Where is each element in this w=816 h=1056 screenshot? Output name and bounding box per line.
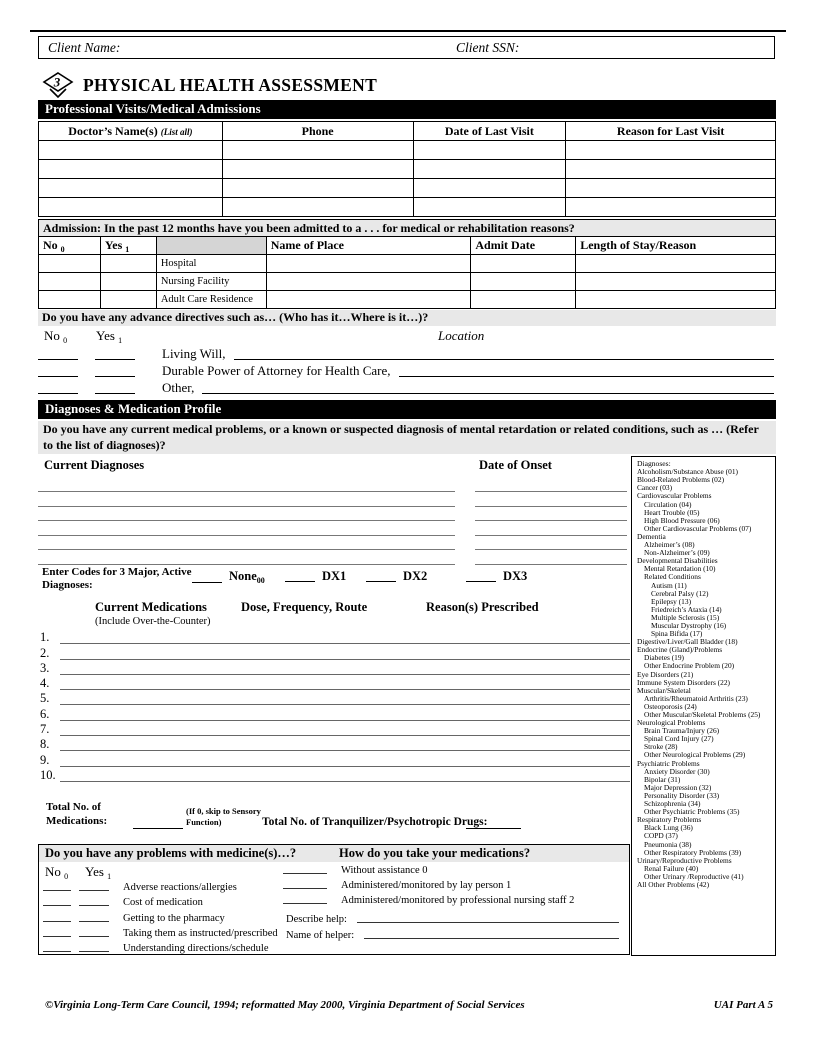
medication-row: [40, 675, 630, 690]
directive-yes-blank[interactable]: [95, 376, 135, 377]
diagnosis-entry-line[interactable]: [38, 549, 455, 550]
admission-table: [38, 236, 776, 309]
problem-label: Adverse reactions/allergies: [123, 882, 237, 894]
medication-entry-line[interactable]: [60, 643, 630, 644]
directive-location-line[interactable]: [234, 359, 774, 360]
total-medications-blank[interactable]: [133, 828, 183, 829]
how-take-column: [279, 864, 629, 941]
problem-label: Taking them as instructed/prescribed: [123, 927, 278, 939]
admission-no-cell[interactable]: [39, 291, 101, 309]
medication-row-number: 3.: [40, 660, 50, 675]
diagnosis-entry-line[interactable]: [38, 491, 455, 492]
medication-row: [40, 660, 630, 675]
diagnosis-code-item: Autism (11): [651, 580, 687, 590]
problem-no-blank[interactable]: [43, 905, 71, 906]
doctor-name-note: (List all): [160, 126, 193, 137]
footer-page-id: UAI Part A 5: [713, 999, 773, 1011]
how-take-question: How do you take your medications?: [339, 846, 531, 860]
problem-yes-blank[interactable]: [79, 905, 109, 906]
doctor-reason-cell[interactable]: [566, 160, 776, 179]
diagnosis-code-item: Other Urinary /Reproductive (41): [644, 871, 744, 881]
how-option-label: Administered/monitored by professional nursing staff 2: [341, 895, 575, 906]
how-option-label: Without assistance 0: [341, 865, 428, 876]
directive-yes-blank[interactable]: [95, 359, 135, 360]
code-group-dx2: [366, 569, 427, 584]
medication-row-number: 2.: [40, 645, 50, 660]
medication-row-number: 8.: [40, 737, 50, 752]
doctor-phone-cell[interactable]: [222, 141, 413, 160]
diagnosis-line-row: [38, 520, 630, 521]
admission-place-cell[interactable]: [266, 255, 471, 273]
helper-name-line[interactable]: [364, 938, 619, 939]
diagnosis-code-item: Other Endocrine Problem (20): [644, 661, 735, 671]
diagnosis-entry-line[interactable]: [38, 506, 455, 507]
diagnosis-code-item: Other Cardiovascular Problems (07): [644, 523, 752, 533]
medication-row: [40, 690, 630, 705]
medication-row-number: 6.: [40, 706, 50, 721]
doctor-phone-cell[interactable]: [222, 179, 413, 198]
admission-place-cell[interactable]: [266, 273, 471, 291]
code-group-dx3: [466, 569, 527, 584]
facility-label: Nursing Facility: [156, 273, 266, 291]
onset-entry-line[interactable]: [475, 564, 627, 565]
date-of-onset-label: Date of Onset: [479, 458, 552, 472]
medicine-problems-box: [38, 844, 630, 955]
code-group-none: [192, 569, 265, 585]
medication-row-number: 10.: [40, 767, 56, 782]
describe-help-label: Describe help:: [286, 914, 347, 925]
diagnosis-code-item: Multiple Sclerosis (15): [651, 612, 720, 622]
yes-code: 1: [125, 244, 130, 254]
medication-row: [40, 721, 630, 736]
diagnosis-code-item: Neurological Problems: [637, 718, 706, 728]
medication-entry-line[interactable]: [60, 720, 630, 721]
dx3-label: DX3: [503, 569, 528, 583]
diagnosis-code-item: Cancer (03): [637, 483, 673, 493]
length-of-stay-header: Length of Stay/Reason: [576, 237, 776, 255]
client-header-box: [38, 36, 775, 59]
diagnosis-code-item: Muscular/Skeletal: [637, 685, 691, 695]
directive-label: Durable Power of Attorney for Health Care,: [162, 363, 391, 378]
medication-row-number: 5.: [40, 691, 50, 706]
doctor-phone-cell[interactable]: [222, 160, 413, 179]
doctor-date-cell[interactable]: [413, 179, 566, 198]
doctor-row: [39, 160, 776, 179]
advance-directives-body: [38, 328, 776, 396]
diagnosis-code-item: Blood-Related Problems (02): [637, 475, 725, 485]
admission-no-cell[interactable]: [39, 273, 101, 291]
diagnosis-code-item: Alcoholism/Substance Abuse (01): [637, 467, 738, 477]
medication-row: [40, 629, 630, 644]
diagnosis-code-item: Heart Trouble (05): [644, 507, 700, 517]
directive-location-line[interactable]: [399, 376, 774, 377]
diagnosis-line-row: [38, 549, 630, 550]
diagnosis-code-item: Epilepsy (13): [651, 596, 692, 606]
current-diagnoses-label: Current Diagnoses: [44, 458, 145, 472]
medication-entry-line[interactable]: [60, 781, 630, 782]
admission-length-cell[interactable]: [576, 273, 776, 291]
problem-no-blank[interactable]: [43, 921, 71, 922]
diagnosis-code-item: Pneumonia (38): [644, 839, 692, 849]
how-option-row: [279, 879, 629, 893]
diagnosis-code-item: Arthritis/Rheumatoid Arthritis (23): [644, 693, 748, 703]
dx1-label: DX1: [322, 569, 347, 583]
diagnosis-code-item: Developmental Disabilities: [637, 556, 718, 566]
page-footer: [45, 999, 773, 1011]
doctor-reason-cell[interactable]: [566, 198, 776, 217]
medication-entry-line[interactable]: [60, 674, 630, 675]
directive-row: [38, 362, 776, 379]
medication-entry-line[interactable]: [60, 704, 630, 705]
diagnosis-code-item: Respiratory Problems: [637, 815, 702, 825]
diagnosis-code-item: Diabetes (19): [644, 653, 685, 663]
problem-no-blank[interactable]: [43, 951, 71, 952]
section-header-professional-visits: Professional Visits/Medical Admissions: [38, 100, 776, 119]
date-of-last-visit-header: Date of Last Visit: [413, 122, 566, 141]
doctor-name-cell[interactable]: [39, 160, 223, 179]
doctors-table: [38, 121, 776, 217]
directives-yes-label: Yes $_1$: [96, 328, 123, 345]
top-rule: [30, 30, 786, 32]
doctor-row: [39, 198, 776, 217]
diagnosis-code-item: Schizophrenia (34): [644, 799, 701, 809]
diagnosis-code-item: Immune System Disorders (22): [637, 677, 730, 687]
problem-yes-blank[interactable]: [79, 890, 109, 891]
diagnosis-code-item: Other Neurological Problems (29): [644, 750, 746, 760]
doctor-row: [39, 179, 776, 198]
doctor-name-cell[interactable]: [39, 141, 223, 160]
diagnosis-code-item: Cerebral Palsy (12): [651, 588, 709, 598]
helper-name-row: [279, 925, 629, 941]
total-tranquilizer-label: Total No. of Tranquilizer/Psychotropic Drugs:: [262, 816, 488, 828]
onset-entry-line[interactable]: [475, 506, 627, 507]
onset-entry-line[interactable]: [475, 535, 627, 536]
name-of-place-header: Name of Place: [266, 237, 471, 255]
total-medications-label: Total No. of Medications:: [46, 801, 108, 827]
diagnosis-code-item: Muscular Dystrophy (16): [651, 620, 727, 630]
problem-no-blank[interactable]: [43, 936, 71, 937]
doctor-date-cell[interactable]: [413, 141, 566, 160]
problem-yes-blank[interactable]: [79, 951, 109, 952]
diagnosis-entry-line[interactable]: [38, 564, 455, 565]
none-code-blank[interactable]: [192, 582, 222, 583]
diagnosis-code-item: Brain Trauma/Injury (26): [644, 726, 720, 736]
diagnosis-entry-line[interactable]: [38, 535, 455, 536]
diagnosis-code-item: Personality Disorder (33): [644, 790, 720, 800]
doctor-name-cell[interactable]: [39, 198, 223, 217]
directives-no-label: No $_0$: [44, 328, 68, 345]
directive-yes-blank[interactable]: [95, 393, 135, 394]
problem-label: Cost of medication: [123, 897, 203, 909]
doctor-name-header: Doctor’s Name(s) (List all): [39, 122, 223, 141]
diagnosis-code-item: Psychiatric Problems: [637, 758, 700, 768]
problems-no-label: No $_0$: [45, 864, 69, 881]
problem-row: [39, 940, 279, 955]
problems-answer-header: [39, 864, 279, 879]
problem-no-blank[interactable]: [43, 890, 71, 891]
medication-row: [40, 751, 630, 766]
diagnosis-entry-line[interactable]: [38, 520, 455, 521]
diagnosis-code-item: Circulation (04): [644, 499, 692, 509]
diagnosis-code-item: Dementia: [637, 531, 666, 541]
phone-header: Phone: [222, 122, 413, 141]
code-group-dx1: [285, 569, 346, 584]
diagnosis-code-item: Urinary/Reproductive Problems: [637, 855, 732, 865]
total-tranquilizer-blank[interactable]: [466, 828, 521, 829]
medication-totals: [38, 798, 630, 840]
diagnoses-question: Do you have any current medical problems, or a known or suspected diagnosis of mental retardation or related conditions, such as … (Refer to the list of diagnoses)?: [38, 421, 776, 454]
admission-yes-cell[interactable]: [100, 255, 156, 273]
diagnosis-code-item: Osteoporosis (24): [644, 701, 697, 711]
admission-length-cell[interactable]: [576, 291, 776, 309]
section-header-diagnoses: Diagnoses & Medication Profile: [38, 400, 776, 419]
reason-for-last-visit-header: Reason for Last Visit: [566, 122, 776, 141]
page-title: PHYSICAL HEALTH ASSESSMENT: [83, 75, 378, 95]
section-3-diamond-icon: [42, 72, 74, 99]
problem-label: Getting to the pharmacy: [123, 912, 225, 924]
location-label: Location: [438, 328, 485, 343]
problem-row: [39, 909, 279, 924]
diagnosis-code-item: Friedreich’s Ataxia (14): [651, 604, 722, 614]
admission-yes-cell[interactable]: [100, 291, 156, 309]
admission-row: [39, 291, 776, 309]
admission-row: [39, 255, 776, 273]
directive-label: Living Will,: [162, 346, 226, 361]
skip-note: (If 0, skip to Sensory Function): [186, 806, 261, 827]
diagnosis-code-item: Black Lung (36): [644, 823, 693, 833]
admission-date-cell[interactable]: [471, 291, 576, 309]
diagnosis-code-item: Bipolar (31): [644, 774, 681, 784]
diagnoses-code-list: [631, 456, 776, 956]
diagnosis-code-item: Related Conditions: [644, 572, 701, 582]
diagnosis-code-item: Stroke (28): [644, 742, 678, 752]
doctor-name-cell[interactable]: [39, 179, 223, 198]
medication-entry-line[interactable]: [60, 689, 630, 690]
doctor-row: [39, 141, 776, 160]
facility-label: Hospital: [156, 255, 266, 273]
diagnosis-code-item: Renal Failure (40): [644, 863, 699, 873]
diagnosis-line-row: [38, 506, 630, 507]
dose-frequency-route-header: Dose, Frequency, Route: [241, 600, 368, 614]
dx3-blank[interactable]: [466, 581, 496, 582]
diagnosis-codes-row: [42, 566, 630, 598]
dx2-blank[interactable]: [366, 581, 396, 582]
admission-place-cell[interactable]: [266, 291, 471, 309]
directive-row: [38, 379, 776, 396]
diagnosis-code-item: Eye Disorders (21): [637, 669, 694, 679]
problem-yes-blank[interactable]: [79, 921, 109, 922]
admission-question: Admission: In the past 12 months have you been admitted to a . . . for medical or rehabilitation reasons?: [38, 219, 776, 236]
client-ssn-label: Client SSN:: [456, 40, 520, 55]
directive-no-blank[interactable]: [38, 376, 78, 377]
directive-no-blank[interactable]: [38, 393, 78, 394]
problem-row: [39, 879, 279, 894]
admission-date-cell[interactable]: [471, 255, 576, 273]
helper-name-label: Name of helper:: [286, 930, 355, 941]
medication-row-number: 1.: [40, 630, 50, 645]
onset-entry-line[interactable]: [475, 520, 627, 521]
how-option-row: [279, 894, 629, 908]
diagnosis-code-item: Cardiovascular Problems: [637, 491, 712, 501]
directive-no-blank[interactable]: [38, 359, 78, 360]
medicine-problems-header: [39, 845, 629, 862]
title-row: [42, 72, 377, 99]
doctor-date-cell[interactable]: [413, 160, 566, 179]
problems-question: Do you have any problems with medicine(s)…?: [45, 846, 297, 860]
admit-date-header: Admit Date: [471, 237, 576, 255]
how-option-blank[interactable]: [283, 888, 327, 889]
describe-help-line[interactable]: [357, 922, 619, 923]
admission-no-header: No $_0$: [39, 237, 101, 255]
diagnosis-code-item: Non-Alzheimer’s (09): [644, 548, 710, 558]
diagnosis-code-item: Major Depression (32): [644, 782, 712, 792]
diagnosis-code-item: Spina Bifida (17): [651, 629, 703, 639]
diagnosis-code-item: Other Respiratory Problems (39): [644, 847, 742, 857]
diagnosis-code-item: COPD (37): [644, 831, 678, 841]
none-label: None$_{00}$: [229, 569, 265, 585]
advance-directives-question: Do you have any advance directives such as… (Who has it…Where is it…)?: [38, 310, 776, 326]
admission-row: [39, 273, 776, 291]
diagnosis-code-item: All Other Problems (42): [637, 879, 710, 889]
svg-text:3: 3: [53, 74, 61, 90]
medication-entry-line[interactable]: [60, 659, 630, 660]
diagnoses-left-column: [38, 456, 630, 956]
medication-row-number: 7.: [40, 722, 50, 737]
diagnosis-code-item: Spinal Cord Injury (27): [644, 734, 714, 744]
problem-row: [39, 894, 279, 909]
diagnosis-code-item: Digestive/Liver/Gall Bladder (18): [637, 637, 738, 647]
problems-yes-label: Yes $_1$: [85, 864, 112, 881]
medication-row: [40, 705, 630, 720]
reasons-prescribed-header: Reason(s) Prescribed: [426, 600, 539, 614]
medication-row-number: 4.: [40, 676, 50, 691]
problem-label: Understanding directions/schedule: [123, 942, 269, 954]
facility-type-header-blank: [156, 237, 266, 255]
dx1-blank[interactable]: [285, 581, 315, 582]
facility-label: Adult Care Residence: [156, 291, 266, 309]
medication-entry-line[interactable]: [60, 735, 630, 736]
onset-entry-line[interactable]: [475, 491, 627, 492]
medication-rows: [40, 629, 630, 782]
client-name-label: Client Name:: [48, 40, 121, 55]
medication-row: [40, 736, 630, 751]
doctors-table-header-row: [39, 122, 776, 141]
admission-no-cell[interactable]: [39, 255, 101, 273]
diagnoses-list-title: Diagnoses:: [637, 459, 671, 468]
footer-copyright: ©Virginia Long-Term Care Council, 1994; reformatted May 2000, Virginia Department of Social Services: [45, 999, 525, 1011]
admission-yes-cell[interactable]: [100, 273, 156, 291]
diagnosis-line-row: [38, 535, 630, 536]
diagnosis-line-row: [38, 491, 630, 492]
dx2-label: DX2: [403, 569, 428, 583]
diagnosis-code-item: Other Muscular/Skeletal Problems (25): [644, 710, 761, 720]
medication-entry-line[interactable]: [60, 766, 630, 767]
admission-date-cell[interactable]: [471, 273, 576, 291]
directives-answer-header: [38, 328, 776, 345]
diagnosis-code-item: Endocrine (Gland)/Problems: [637, 645, 723, 655]
how-option-blank[interactable]: [283, 873, 327, 874]
doctor-date-cell[interactable]: [413, 198, 566, 217]
diagnosis-code-item: High Blood Pressure (06): [644, 515, 720, 525]
how-option-blank[interactable]: [283, 903, 327, 904]
admission-yes-header: Yes $_1$: [100, 237, 156, 255]
doctor-reason-cell[interactable]: [566, 179, 776, 198]
directive-location-line[interactable]: [202, 393, 774, 394]
current-medications-header: Current Medications: [95, 600, 207, 614]
how-option-row: [279, 864, 629, 878]
medication-entry-line[interactable]: [60, 750, 630, 751]
describe-help-row: [279, 909, 629, 925]
problem-row: [39, 925, 279, 940]
diagnoses-main-area: [38, 456, 776, 956]
doctor-phone-cell[interactable]: [222, 198, 413, 217]
otc-note: (Include Over-the-Counter): [95, 616, 211, 627]
diagnosis-line-row: [38, 564, 630, 565]
problem-yes-blank[interactable]: [79, 936, 109, 937]
medication-row-number: 9.: [40, 752, 50, 767]
doctor-reason-cell[interactable]: [566, 141, 776, 160]
no-code: 0: [60, 244, 65, 254]
medication-row: [40, 767, 630, 782]
diagnosis-code-item: Mental Retardation (10): [644, 564, 716, 574]
diagnosis-code-item: Alzheimer’s (08): [644, 540, 695, 550]
diagnosis-code-item: Anxiety Disorder (30): [644, 766, 710, 776]
problems-column: [39, 864, 279, 955]
medication-row: [40, 644, 630, 659]
enter-codes-label: Enter Codes for 3 Major, Active Diagnoses:: [42, 566, 192, 591]
diagnosis-code-item: Other Psychiatric Problems (35): [644, 807, 740, 817]
directive-label: Other,: [162, 380, 195, 395]
how-option-label: Administered/monitored by lay person 1: [341, 880, 512, 891]
directive-row: [38, 345, 776, 362]
admission-length-cell[interactable]: [576, 255, 776, 273]
admission-header-row: [39, 237, 776, 255]
onset-entry-line[interactable]: [475, 549, 627, 550]
